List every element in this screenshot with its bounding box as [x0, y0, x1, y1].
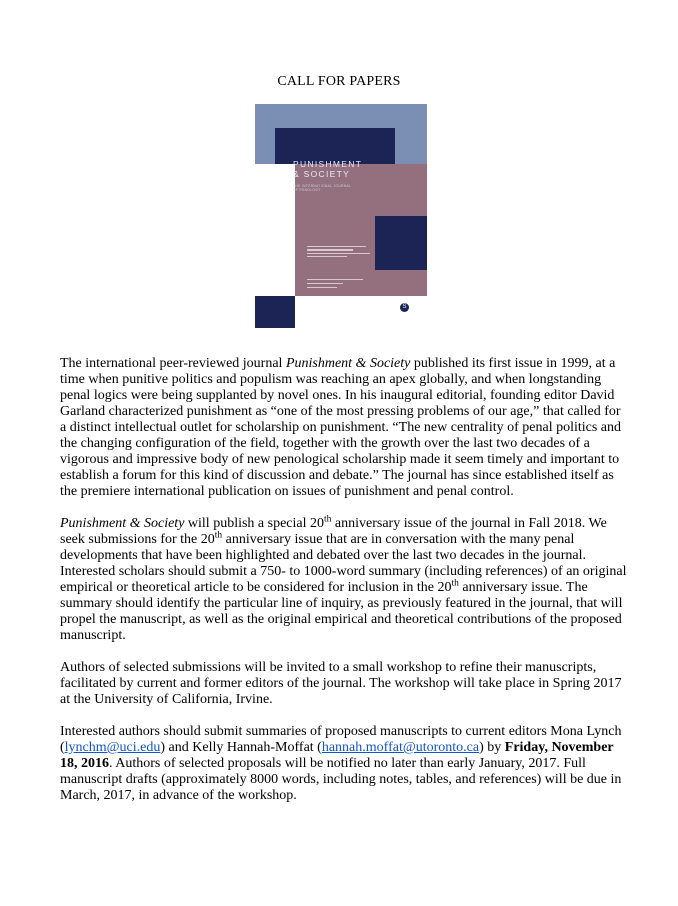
cover-contents-lines	[307, 246, 373, 260]
deadline-date: Friday, November 18, 2016	[60, 740, 614, 771]
paragraph-workshop: Authors of selected submissions will be invited to a small workshop to refine their manuscripts, facilitated by current and former editors of the journal. The workshop will take place in Spring 2017 at the University of California, Irvine.	[60, 660, 622, 707]
paragraph-submission: Interested authors should submit summaries of proposed manuscripts to current editors Mona Lynch (lynchm@uci.edu) and Kelly Hannah-Moffat (hannah.moffat@utoronto.ca) by Friday, November 18, 2016. Authors of selected proposals will be notified no later than early January, 2017. Full manuscript drafts (approximately 8000 words, including notes, tables, and references) will be due in March, 2017, in advance of the workshop.	[60, 724, 622, 803]
cover-journal-line2: & SOCIETY	[293, 169, 351, 179]
email-link-lynch[interactable]: lynchm@uci.edu	[64, 740, 161, 755]
journal-cover-image	[255, 104, 427, 328]
cover-subtitle-line2: OF PENOLOGY	[293, 188, 321, 192]
body-text	[60, 356, 630, 820]
cover-journal-line1: PUNISHMENT	[293, 159, 363, 169]
cover-subtitle	[293, 184, 351, 192]
cover-block-white-bottom	[295, 296, 427, 328]
cover-volume-lines	[307, 279, 373, 290]
journal-name: Punishment & Society	[285, 356, 411, 371]
publisher-logo-icon: S	[400, 303, 409, 312]
paragraph-anniversary: Punishment & Society will publish a special 20th anniversary issue of the journal in Fall 2018. We seek submissions for the 20th anniversary issue that are in conversation with the many penal developments that have been highlighted and debated over the last two decades in the journal. Interested scholars should submit a 750- to 1000-word summary (including references) of an original empirical or theoretical article to be considered for inclusion in the 20th anniversary issue. The summary should identify the particular line of inquiry, as previously featured in the journal, that will propel the manuscript, as well as the original empirical and theoretical contributions of the proposed manuscript.	[60, 514, 627, 643]
journal-name: Punishment & Society	[60, 516, 185, 531]
page-title: CALL FOR PAPERS	[277, 74, 401, 89]
cover-journal-title	[293, 159, 362, 179]
cover-subtitle-line1: THE INTERNATIONAL JOURNAL	[293, 184, 352, 188]
email-link-hannah-moffat[interactable]: hannah.moffat@utoronto.ca	[321, 740, 480, 755]
cover-block-navy-bottom	[255, 296, 295, 328]
paragraph-intro: The international peer-reviewed journal Punishment & Society published its first issue in 1999, at a time when punitive politics and populism was reaching an apex globally, and when longstanding penal logics were being supplanted by novel ones. In his inaugural editorial, founding editor David Garland characterized punishment as “one of the most pressing problems of our age,” that called for a distinct intellectual outlet for scholarship on punishment. “The new centrality of penal politics and the changing configuration of the field, together with the growth over the last two decades of a vigorous and impressive body of new penological scholarship made it seem timely and important to establish a forum for this kind of discussion and debate.” The journal has since established itself as the premiere international publication on issues of punishment and penal control.	[60, 356, 622, 499]
cover-block-navy-right	[375, 216, 427, 270]
